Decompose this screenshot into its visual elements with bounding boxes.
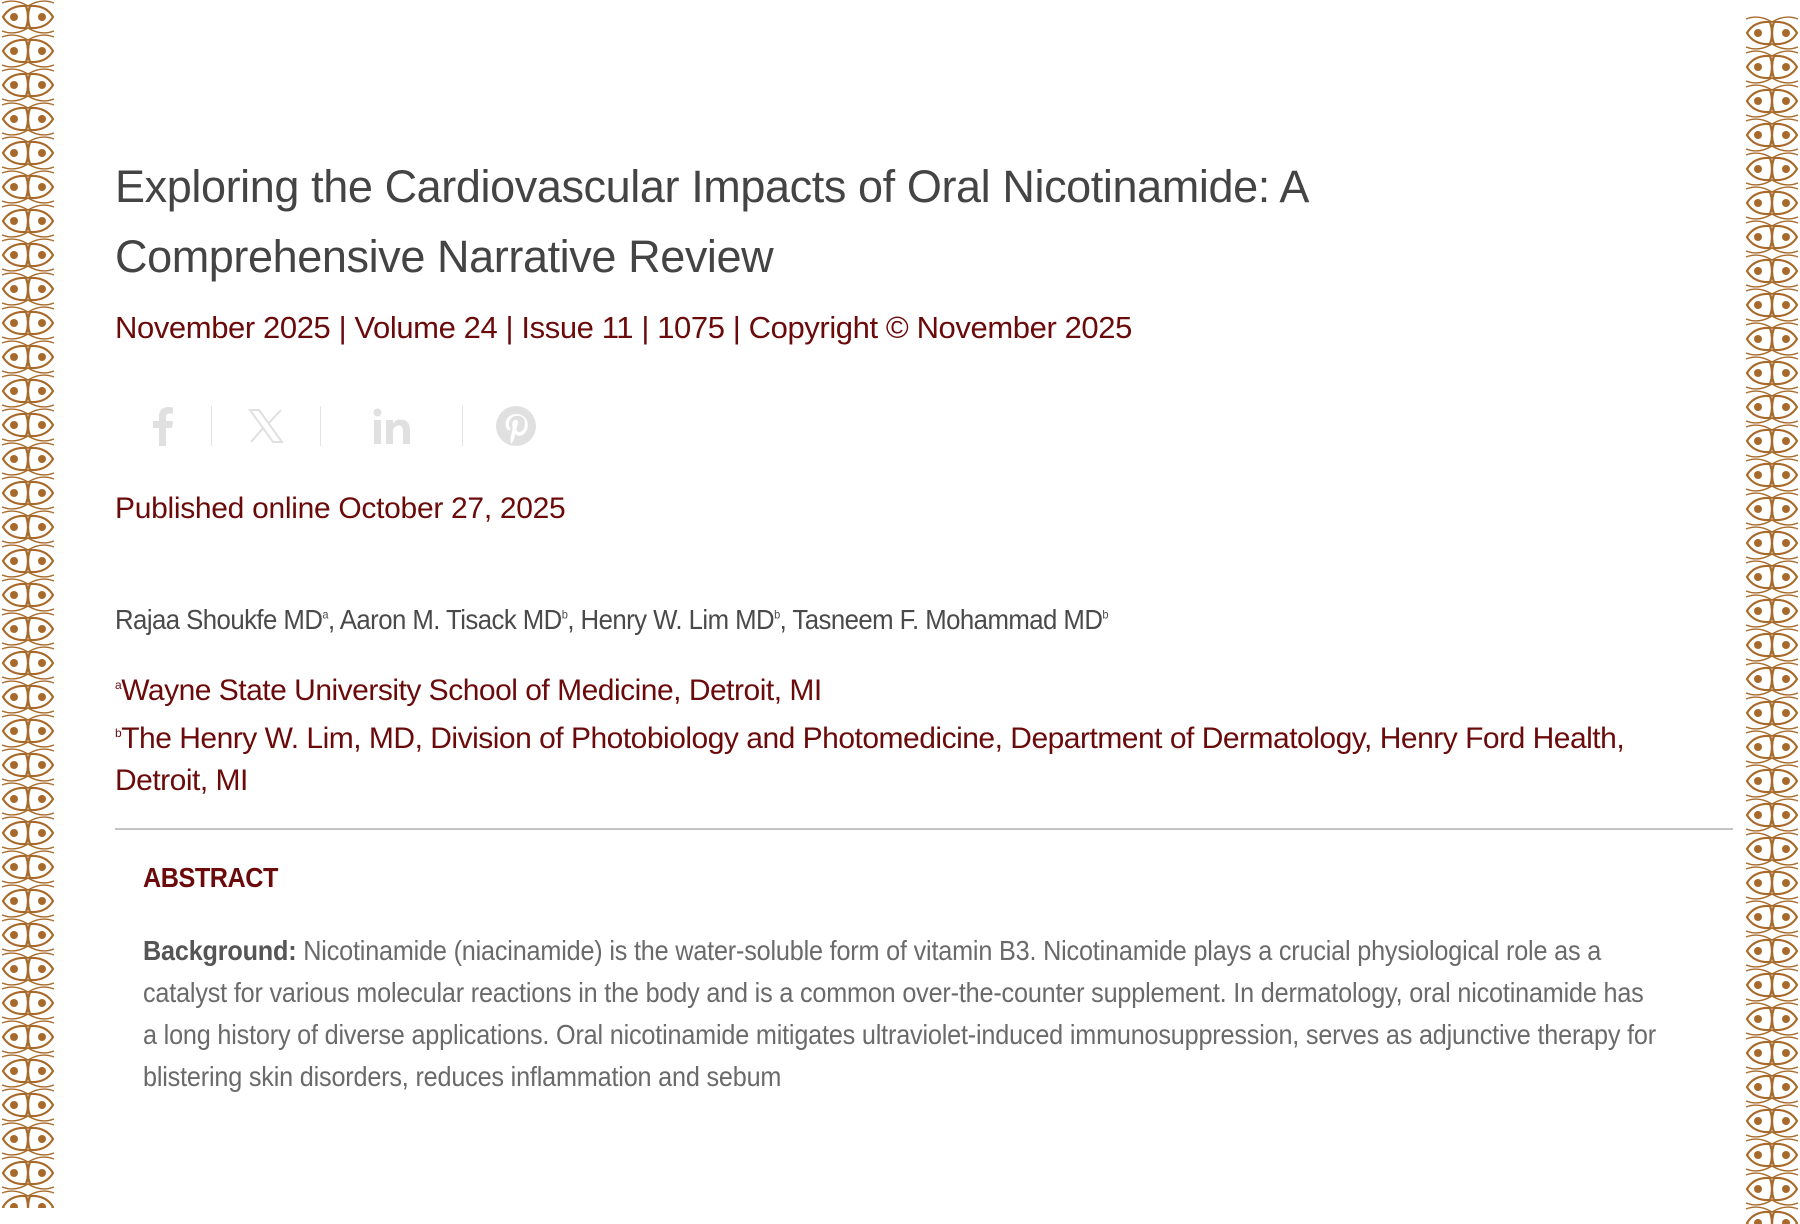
share-linkedin-button[interactable] (321, 398, 462, 454)
author-name[interactable]: Rajaa Shoukfe MD (115, 604, 323, 635)
decorative-border-right (1744, 16, 1800, 1224)
affiliation-b: $^b$The Henry W. Lim, MD, Division of Photobiology and Photomedicine, Department of Dermatology, Henry Ford Health, Detroit, MI (115, 722, 1625, 797)
affiliation-a: $^a$Wayne State University School of Medicine, Detroit, MI (115, 674, 822, 707)
x-icon (248, 408, 284, 444)
article-title: Exploring the Cardiovascular Impacts of Oral Nicotinamide: A Comprehensive Narrative Review (115, 161, 1307, 282)
author-name[interactable]: Tasneem F. Mohammad MD (792, 604, 1103, 635)
affiliation-marker: b (561, 607, 568, 622)
facebook-icon (152, 406, 174, 446)
share-pinterest-button[interactable] (463, 398, 569, 454)
issue-meta: November 2025 | Volume 24 | Issue 11 | 1075 | Copyright © November 2025 (115, 310, 1132, 345)
section-divider (115, 828, 1733, 830)
social-share-bar (115, 398, 569, 454)
background-label: Background: (143, 935, 297, 966)
abstract-heading: ABSTRACT (143, 862, 278, 893)
published-online-date: Published online October 27, 2025 (115, 492, 566, 525)
background-text: Nicotinamide (niacinamide) is the water-soluble form of vitamin B3. Nicotinamide plays a crucial physiological role as a catalyst for various molecular reactions in the body and is a common over-the-counter supplement. In dermatology, oral nicotinamide has a long history of diverse applications. Oral nicotinamide mitigates ultraviolet-induced immunosuppression, serves as adjunctive therapy for blistering skin disorders, reduces inflammation and sebum (143, 935, 1656, 1092)
affiliation-marker: b (1102, 607, 1108, 622)
share-facebook-button[interactable] (115, 398, 211, 454)
affiliation-marker: b (774, 607, 780, 622)
decorative-border-left (0, 0, 56, 1208)
author-list: Rajaa Shoukfe $MD^a$, Aaron M. Tisack $MD^b$, Henry W. Lim $MD^b$, Tasneem F. Mohammad $MD^b$ (115, 604, 1108, 635)
author-name[interactable]: Aaron M. Tisack MD (339, 604, 562, 635)
linkedin-icon (373, 408, 411, 444)
affiliation-marker: a (322, 607, 328, 622)
pinterest-icon (495, 405, 537, 447)
author-name[interactable]: Henry W. Lim MD (580, 604, 775, 635)
share-x-button[interactable] (212, 398, 320, 454)
abstract-background (143, 930, 1664, 1098)
